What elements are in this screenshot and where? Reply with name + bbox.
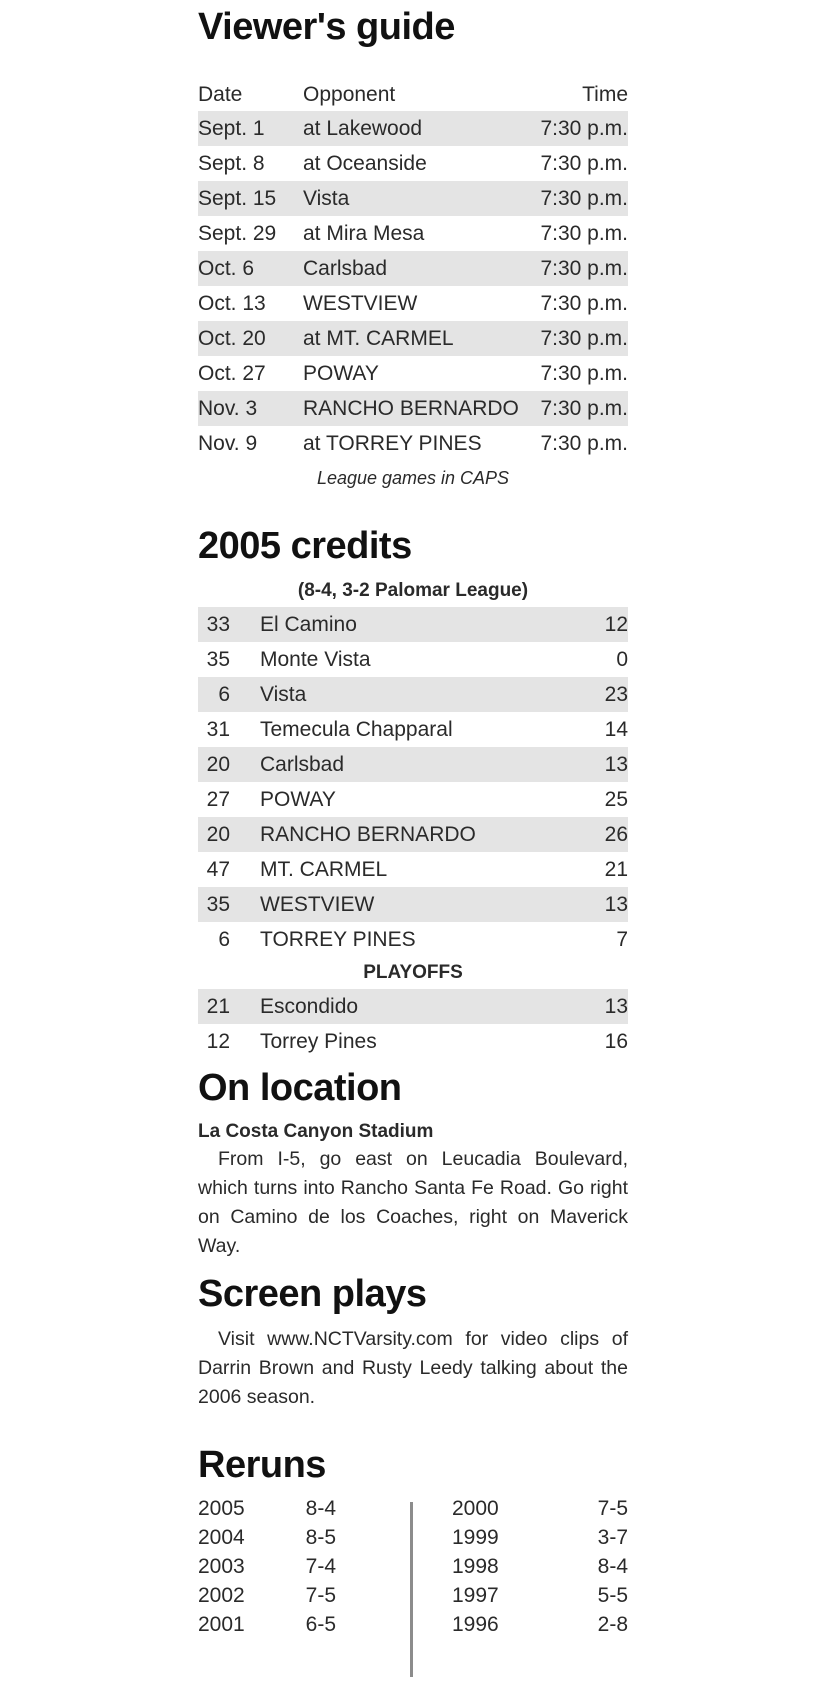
schedule-row <box>198 146 628 181</box>
team-score: 33 <box>206 612 230 636</box>
result-opponent: El Camino <box>260 612 357 636</box>
result-row <box>198 989 628 1024</box>
rerun-year: 1996 <box>452 1612 499 1636</box>
team-score: 47 <box>206 857 230 881</box>
schedule-row <box>198 426 628 461</box>
opponent-score: 16 <box>604 1029 628 1053</box>
result-opponent: Escondido <box>260 994 359 1018</box>
schedule-table <box>198 111 628 461</box>
rerun-record: 3-7 <box>597 1525 628 1549</box>
game-opponent: at Oceanside <box>303 151 427 175</box>
team-score: 35 <box>206 892 230 916</box>
rerun-record: 8-4 <box>305 1496 336 1520</box>
schedule-row <box>198 391 628 426</box>
rerun-row <box>198 1552 336 1581</box>
schedule-row <box>198 216 628 251</box>
rerun-record: 2-8 <box>597 1612 628 1636</box>
opponent-score: 7 <box>616 927 628 951</box>
rerun-year: 2002 <box>198 1583 245 1607</box>
game-opponent: at Mira Mesa <box>303 221 425 245</box>
rerun-row <box>452 1494 628 1523</box>
time-header: Time <box>582 82 628 106</box>
result-row <box>198 852 628 887</box>
rerun-record: 7-5 <box>597 1496 628 1520</box>
rerun-record: 7-4 <box>305 1554 336 1578</box>
result-row <box>198 677 628 712</box>
team-score: 20 <box>206 752 230 776</box>
viewers-guide-title: Viewer's guide <box>198 6 455 48</box>
playoffs-label: PLAYOFFS <box>363 962 463 983</box>
result-opponent: WESTVIEW <box>260 892 375 916</box>
game-opponent: at Lakewood <box>303 116 423 140</box>
screen-plays-title: Screen plays <box>198 1273 427 1315</box>
game-date: Oct. 13 <box>198 291 266 315</box>
game-date: Sept. 15 <box>198 186 277 210</box>
result-row <box>198 607 628 642</box>
schedule-row <box>198 321 628 356</box>
game-opponent: WESTVIEW <box>303 291 418 315</box>
team-score: 12 <box>206 1029 230 1053</box>
opponent-score: 13 <box>604 994 628 1018</box>
screen-plays-text: Visit www.NCTVarsity.com for video clips of Darrin Brown and Rusty Leedy talking about the 2006 season. <box>198 1328 628 1408</box>
opponent-score: 14 <box>604 717 628 741</box>
rerun-row <box>198 1494 336 1523</box>
reruns-title: Reruns <box>198 1444 326 1486</box>
game-time: 7:30 p.m. <box>540 396 628 420</box>
rerun-record: 8-4 <box>597 1554 628 1578</box>
game-time: 7:30 p.m. <box>540 151 628 175</box>
game-time: 7:30 p.m. <box>540 431 628 455</box>
rerun-year: 2000 <box>452 1496 499 1520</box>
game-opponent: Carlsbad <box>303 256 388 280</box>
result-opponent: Torrey Pines <box>260 1029 377 1053</box>
rerun-year: 2004 <box>198 1525 245 1549</box>
schedule-header <box>198 78 628 111</box>
game-time: 7:30 p.m. <box>540 116 628 140</box>
opponent-score: 25 <box>604 787 628 811</box>
schedule-row <box>198 181 628 216</box>
column-divider <box>410 1502 413 1677</box>
sports-sidebar <box>198 0 628 1674</box>
reruns-table <box>198 1494 628 1674</box>
result-row <box>198 817 628 852</box>
schedule-row <box>198 111 628 146</box>
game-time: 7:30 p.m. <box>540 326 628 350</box>
game-time: 7:30 p.m. <box>540 291 628 315</box>
game-date: Oct. 20 <box>198 326 266 350</box>
result-row <box>198 712 628 747</box>
rerun-row <box>452 1552 628 1581</box>
reruns-left-column <box>198 1494 336 1639</box>
game-opponent: POWAY <box>303 361 379 385</box>
opponent-score: 0 <box>616 647 628 671</box>
result-row <box>198 922 628 957</box>
rerun-year: 1999 <box>452 1525 499 1549</box>
game-date: Nov. 3 <box>198 396 258 420</box>
result-row <box>198 747 628 782</box>
team-score: 31 <box>206 717 230 741</box>
game-date: Sept. 1 <box>198 116 265 140</box>
game-date: Oct. 27 <box>198 361 266 385</box>
result-row <box>198 1024 628 1059</box>
rerun-row <box>198 1610 336 1639</box>
schedule-row <box>198 286 628 321</box>
playoffs-table <box>198 989 628 1059</box>
rerun-record: 6-5 <box>305 1612 336 1636</box>
game-date: Sept. 8 <box>198 151 265 175</box>
game-time: 7:30 p.m. <box>540 256 628 280</box>
league-note: League games in CAPS <box>316 468 510 488</box>
rerun-row <box>452 1523 628 1552</box>
result-row <box>198 642 628 677</box>
team-score: 6 <box>218 682 230 706</box>
result-opponent: Temecula Chapparal <box>260 717 453 741</box>
opponent-score: 13 <box>604 752 628 776</box>
rerun-row <box>198 1523 336 1552</box>
result-opponent: Vista <box>260 682 307 706</box>
rerun-year: 1997 <box>452 1583 499 1607</box>
result-opponent: Carlsbad <box>260 752 345 776</box>
opponent-score: 21 <box>604 857 628 881</box>
rerun-record: 7-5 <box>305 1583 336 1607</box>
results-table <box>198 607 628 957</box>
game-time: 7:30 p.m. <box>540 186 628 210</box>
opponent-score: 23 <box>604 682 628 706</box>
stadium-name: La Costa Canyon Stadium <box>198 1121 434 1142</box>
opponent-score: 26 <box>604 822 628 846</box>
team-score: 21 <box>206 994 230 1018</box>
rerun-year: 1998 <box>452 1554 499 1578</box>
result-opponent: POWAY <box>260 787 336 811</box>
team-score: 27 <box>206 787 230 811</box>
rerun-record: 8-5 <box>305 1525 336 1549</box>
game-time: 7:30 p.m. <box>540 361 628 385</box>
game-opponent: at MT. CARMEL <box>303 326 454 350</box>
rerun-year: 2003 <box>198 1554 245 1578</box>
game-opponent: Vista <box>303 186 350 210</box>
team-score: 20 <box>206 822 230 846</box>
team-score: 6 <box>218 927 230 951</box>
team-score: 35 <box>206 647 230 671</box>
credits-title: 2005 credits <box>198 525 412 567</box>
rerun-year: 2005 <box>198 1496 245 1520</box>
game-opponent: RANCHO BERNARDO <box>303 396 519 420</box>
schedule-row <box>198 356 628 391</box>
reruns-right-column <box>452 1494 628 1639</box>
game-date: Oct. 6 <box>198 256 255 280</box>
game-date: Sept. 29 <box>198 221 277 245</box>
result-row <box>198 887 628 922</box>
rerun-row <box>452 1581 628 1610</box>
result-opponent: RANCHO BERNARDO <box>260 822 476 846</box>
opponent-header: Opponent <box>303 82 396 106</box>
game-date: Nov. 9 <box>198 431 258 455</box>
date-header: Date <box>198 82 243 106</box>
rerun-row <box>198 1581 336 1610</box>
rerun-row <box>452 1610 628 1639</box>
opponent-score: 13 <box>604 892 628 916</box>
season-record: (8-4, 3-2 Palomar League) <box>297 580 529 601</box>
game-opponent: at TORREY PINES <box>303 431 482 455</box>
game-time: 7:30 p.m. <box>540 221 628 245</box>
result-opponent: MT. CARMEL <box>260 857 388 881</box>
location-title: On location <box>198 1067 402 1109</box>
result-opponent: TORREY PINES <box>260 927 416 951</box>
result-opponent: Monte Vista <box>260 647 371 671</box>
rerun-record: 5-5 <box>597 1583 628 1607</box>
result-row <box>198 782 628 817</box>
schedule-row <box>198 251 628 286</box>
rerun-year: 2001 <box>198 1612 245 1636</box>
directions-text: From I-5, go east on Leucadia Boulevard, which turns into Rancho Santa Fe Road. Go right on Camino de los Coaches, right on Maverick Way. <box>198 1148 628 1257</box>
opponent-score: 12 <box>604 612 628 636</box>
